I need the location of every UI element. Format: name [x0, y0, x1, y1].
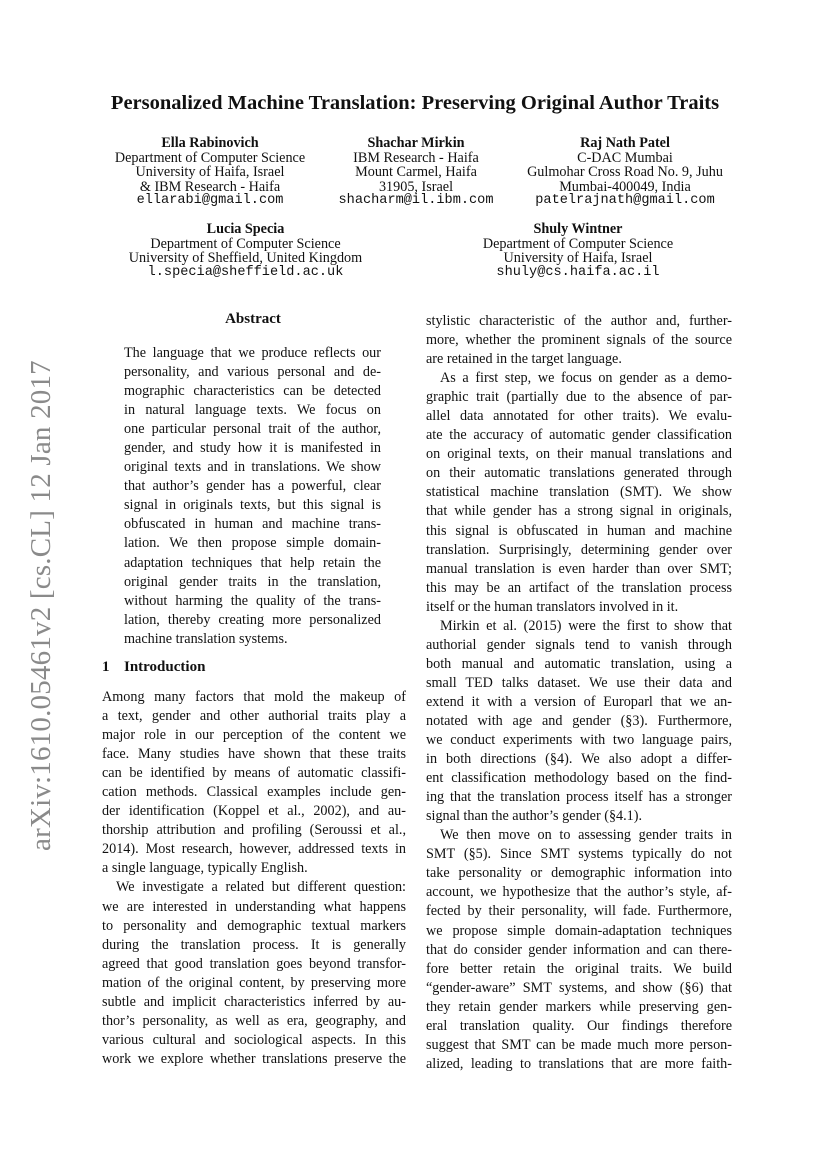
author-name: Shuly Wintner: [533, 221, 623, 237]
text-line: to personality and demographic textual markers: [102, 917, 406, 934]
text-line: lation, thereby creating more personalized: [124, 611, 381, 628]
author-affiliation: Department of Computer Science: [150, 235, 341, 252]
text-line: “gender-aware” SMT systems, and show (§6) that: [426, 979, 732, 996]
text-line: this may be an artifact of the translation process: [426, 579, 732, 596]
text-line: alized, leading to translations that are more faith-: [426, 1055, 732, 1072]
right-column-body: [426, 312, 732, 1074]
text-line: obfuscated in human and machine trans-: [124, 516, 381, 533]
author-name: Raj Nath Patel: [580, 135, 670, 151]
author-block: [100, 136, 320, 209]
text-line: ing that the translation process itself has a stronger: [426, 789, 732, 806]
text-line: small TED talks dataset. We use their data and: [426, 674, 732, 691]
text-line: that author’s gender has a powerful, clear: [124, 478, 381, 495]
text-line: translation. Surprisingly, determining gender over: [426, 541, 732, 558]
text-line: graphic trait (partially due to the absence of par-: [426, 389, 732, 406]
text-line: original texts and in translations. We show: [124, 459, 381, 476]
author-email[interactable]: l.specia@sheffield.ac.uk: [147, 264, 344, 280]
author-affiliation: C-DAC Mumbai: [577, 149, 673, 166]
text-line: stylistic characteristic of the author and, further-: [426, 313, 732, 329]
author-affiliation: University of Haifa, Israel: [135, 164, 285, 181]
text-line: subtle and implicit characteristics inferred by au-: [102, 993, 406, 1010]
text-line: eral translation quality. Our findings therefore: [426, 1017, 732, 1034]
left-column-body: [102, 688, 406, 1069]
author-email[interactable]: patelrajnath@gmail.com: [535, 193, 715, 209]
paragraph: [426, 826, 732, 1074]
text-line: we are interested in understanding what happens: [102, 898, 406, 915]
arxiv-identifier: arXiv:1610.05461v2 [cs.CL] 12 Jan 2017: [25, 360, 57, 851]
text-line: that do consider gender information and can there-: [426, 941, 732, 958]
abstract-heading: Abstract: [225, 311, 281, 327]
author-name: Shachar Mirkin: [367, 135, 465, 151]
text-line: der identification (Koppel et al., 2002), and au-: [102, 803, 406, 820]
author-affiliation: University of Haifa, Israel: [503, 250, 653, 267]
text-line: notated with age and gender (§3). Furthermore,: [426, 712, 732, 729]
text-line: mation of the original content, by preserving more: [102, 974, 406, 991]
paragraph: [102, 688, 406, 878]
text-line: fected by their personality, will fade. Furthermore,: [426, 903, 732, 920]
section-heading: [102, 659, 205, 676]
text-line: ate the accuracy of automatic gender classification: [426, 427, 732, 444]
paragraph: [426, 369, 732, 617]
text-line: take personality or demographic information into: [426, 865, 732, 882]
text-line: suggest that SMT can be made much more person-: [426, 1036, 732, 1053]
text-line: allel data annotated for other traits). We evalu-: [426, 408, 732, 425]
author-block: [325, 136, 507, 209]
text-line: As a first step, we focus on gender as a demo-: [440, 370, 732, 387]
author-affiliation: Gulmohar Cross Road No. 9, Juhu: [527, 164, 723, 181]
author-block: [514, 136, 736, 209]
paper-title: Personalized Machine Translation: Preserving Original Author Traits: [110, 92, 720, 114]
text-line: agreed that good translation goes beyond transfor-: [102, 955, 406, 972]
author-affiliation: Department of Computer Science: [482, 235, 674, 252]
text-line: Among many factors that mold the makeup of: [102, 689, 406, 705]
text-line: in natural language texts. We focus on: [124, 402, 381, 419]
section-number: 1: [102, 659, 110, 675]
text-line: work we explore whether translations preserve the: [102, 1050, 406, 1067]
text-line: both manual and automatic translation, using a: [426, 655, 732, 672]
abstract-body: [124, 344, 381, 649]
text-line: can be identified by means of automatic classifi-: [102, 765, 406, 782]
text-line: statistical machine translation (SMT). We show: [426, 484, 732, 501]
text-line: are retained in the target language.: [426, 351, 622, 368]
text-line: gender, and study how it is manifested in: [124, 440, 381, 457]
text-line: ent classification methodology based on the find-: [426, 770, 732, 787]
text-line: thor’s personality, as well as era, geography, and: [102, 1012, 406, 1029]
author-email[interactable]: shuly@cs.haifa.ac.il: [496, 264, 660, 280]
text-line: more, whether the prominent signals of the source: [426, 332, 732, 349]
text-line: Mirkin et al. (2015) were the first to show that: [440, 617, 732, 634]
text-line: itself or the human translators involved in it.: [426, 598, 679, 615]
text-line: personality, and various personal and de-: [124, 364, 381, 381]
text-line: signal in originals texts, but this signal is: [124, 497, 381, 514]
text-line: various cultural and sociological aspects. In this: [102, 1031, 406, 1048]
text-line: thorship attribution and profiling (Seroussi et al.,: [102, 822, 406, 839]
text-line: SMT (§5). Since SMT systems typically do not: [426, 846, 732, 863]
text-line: we propose simple domain-adaptation techniques: [426, 922, 732, 939]
text-line: in both directions (§4). We also adopt a differ-: [426, 751, 732, 768]
text-line: we conduct experiments with two language pairs,: [426, 732, 732, 749]
text-line: this signal is obfuscated in human and machine: [426, 522, 732, 539]
text-line: account, we hypothesize that the author’s style, af-: [426, 884, 732, 901]
author-name: Ella Rabinovich: [161, 135, 259, 151]
text-line: a text, gender and other authorial traits play a: [102, 708, 406, 725]
text-line: The language that we produce reflects our: [124, 345, 381, 361]
text-line: original gender traits in the translation,: [124, 573, 381, 590]
author-email[interactable]: shacharm@il.ibm.com: [338, 193, 494, 209]
paragraph: [426, 312, 732, 369]
author-affiliation: Department of Computer Science: [114, 149, 306, 166]
text-line: machine translation systems.: [124, 630, 288, 647]
paragraph: [102, 878, 406, 1068]
text-line: cation methods. Classical examples include gen-: [102, 784, 406, 801]
author-affiliation: & IBM Research - Haifa: [139, 178, 281, 195]
text-line: adaptation techniques that help retain the: [124, 554, 381, 571]
text-line: fore better retain the original traits. We build: [426, 960, 732, 977]
text-line: during the translation process. It is generally: [102, 936, 406, 953]
section-title: Introduction: [124, 659, 206, 675]
text-line: that while gender has a strong signal in originals,: [426, 503, 732, 520]
author-affiliation: Mount Carmel, Haifa: [355, 164, 477, 181]
text-line: manual translation is even harder than over SMT;: [426, 560, 732, 577]
text-line: one particular personal trait of the author,: [124, 421, 381, 438]
paragraph: [426, 617, 732, 827]
author-block: [128, 222, 363, 280]
author-affiliation: University of Sheffield, United Kingdom: [128, 250, 363, 267]
text-line: face. Many studies have shown that these traits: [102, 746, 406, 763]
text-line: mographic characteristics can be detected: [124, 383, 381, 400]
text-line: on their automatic translations generated through: [426, 465, 732, 482]
author-affiliation: 31905, Israel: [378, 178, 454, 195]
text-line: We then move on to assessing gender traits in: [440, 827, 732, 844]
text-line: they retain gender markers while preserving gen-: [426, 998, 732, 1015]
author-affiliation: IBM Research - Haifa: [353, 149, 479, 166]
author-email[interactable]: ellarabi@gmail.com: [136, 193, 284, 209]
author-affiliation: Mumbai-400049, India: [559, 178, 691, 195]
text-line: authorial gender signals tend to vanish through: [426, 636, 732, 653]
text-line: without harming the quality of the trans-: [124, 592, 381, 609]
text-line: signal than the author’s gender (§4.1).: [426, 808, 643, 825]
text-line: on original texts, on their manual translations and: [426, 446, 732, 463]
author-block: [470, 222, 686, 280]
text-line: extend it with a version of Europarl that we an-: [426, 693, 732, 710]
text-line: major role in our perception of the content we: [102, 727, 406, 744]
text-line: a single language, typically English.: [102, 860, 308, 877]
text-line: We investigate a related but different question:: [116, 879, 406, 896]
text-line: lation. We then propose simple domain-: [124, 535, 381, 552]
author-name: Lucia Specia: [206, 221, 285, 237]
text-line: 2014). Most research, however, addressed texts in: [102, 841, 406, 858]
